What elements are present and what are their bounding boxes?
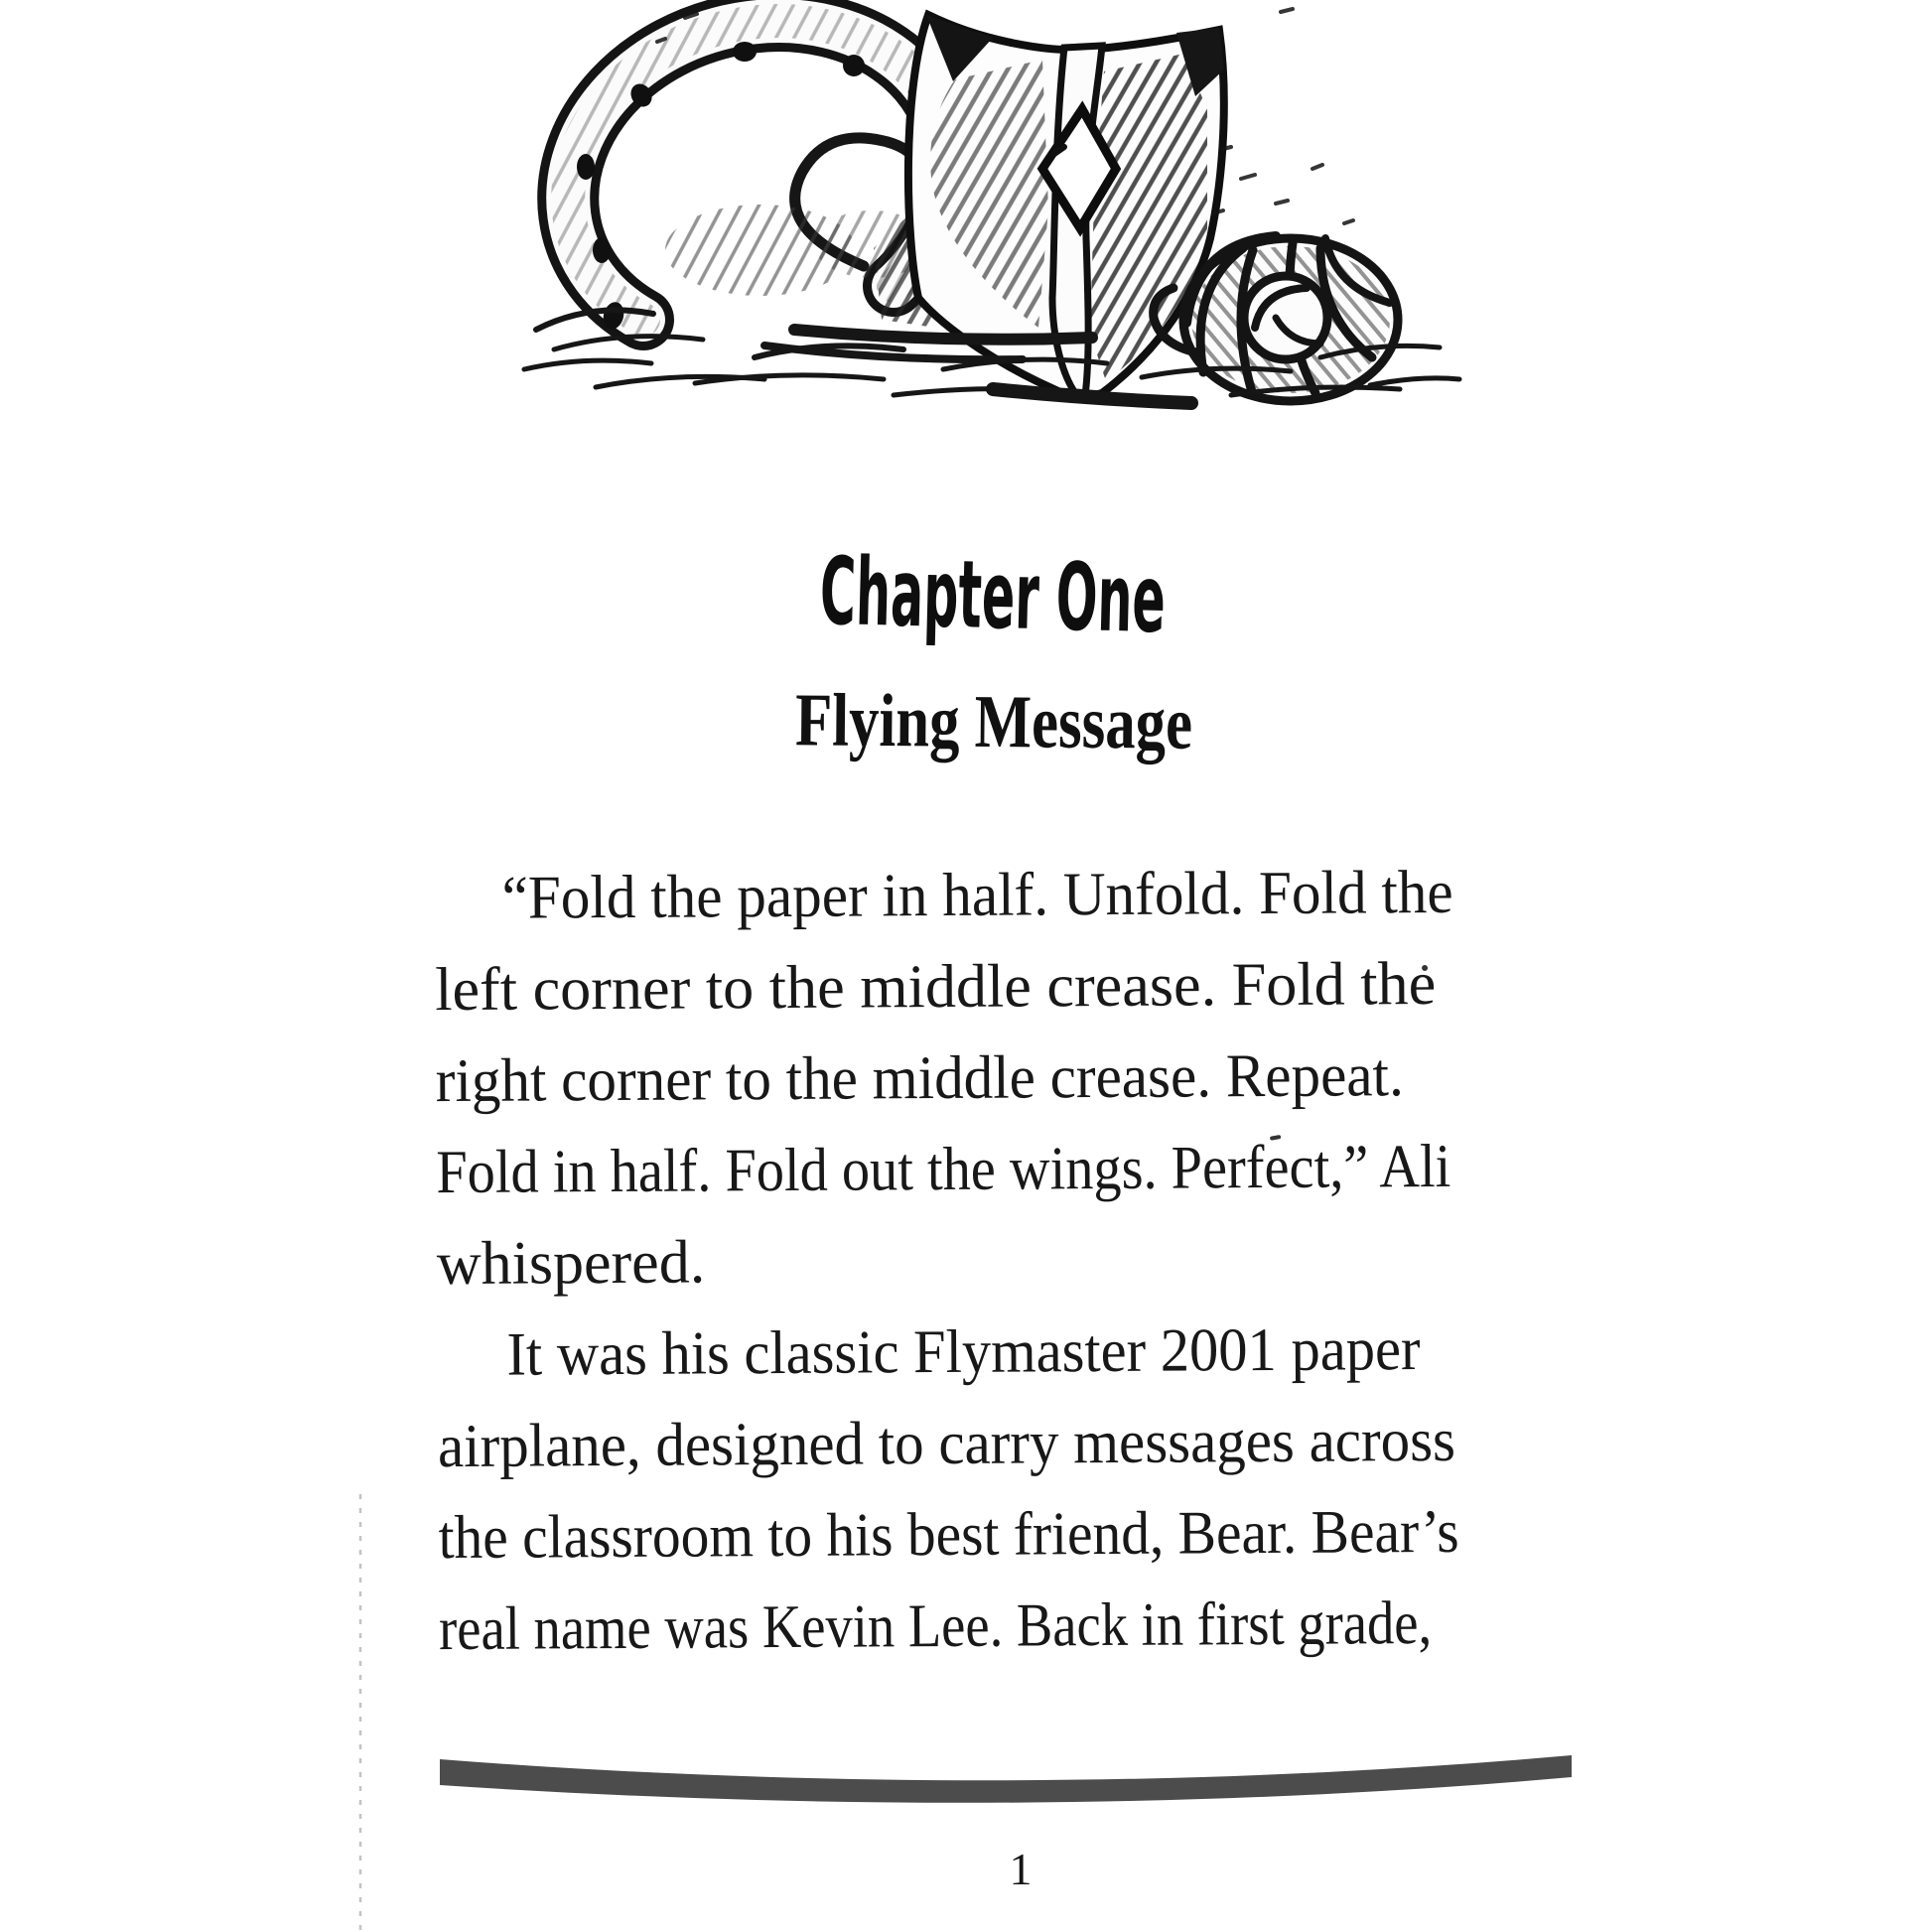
body-line: airplane, designed to carry messages across [437, 1406, 1508, 1481]
scan-speck [1422, 965, 1428, 971]
body-line: right corner to the middle crease. Repeat. [435, 1040, 1451, 1116]
body-text-block [434, 858, 1568, 1664]
body-line: left corner to the middle crease. Fold the [434, 949, 1434, 1025]
body-line: “Fold the paper in half. Unfold. Fold the [501, 858, 1499, 932]
footer-divider-rule [440, 1755, 1572, 1803]
body-line: whispered. [436, 1228, 706, 1299]
body-line: It was his classic Flymaster 2001 paper [506, 1314, 1475, 1389]
page-number: 1 [1009, 1844, 1033, 1894]
chapter-subtitle: Flying Message [794, 678, 1293, 766]
chapter-illustration [524, 9, 1459, 403]
body-line: real name was Kevin Lee. Back in first grade, [438, 1588, 1568, 1664]
body-line: Fold in half. Fold out the wings. Perfect,” Ali [436, 1132, 1554, 1207]
chapter-heading: Chapter One [818, 537, 1482, 662]
body-line: the classroom to his best friend, Bear. Bear’s [438, 1497, 1541, 1573]
horseshoe-icon [568, 21, 951, 332]
